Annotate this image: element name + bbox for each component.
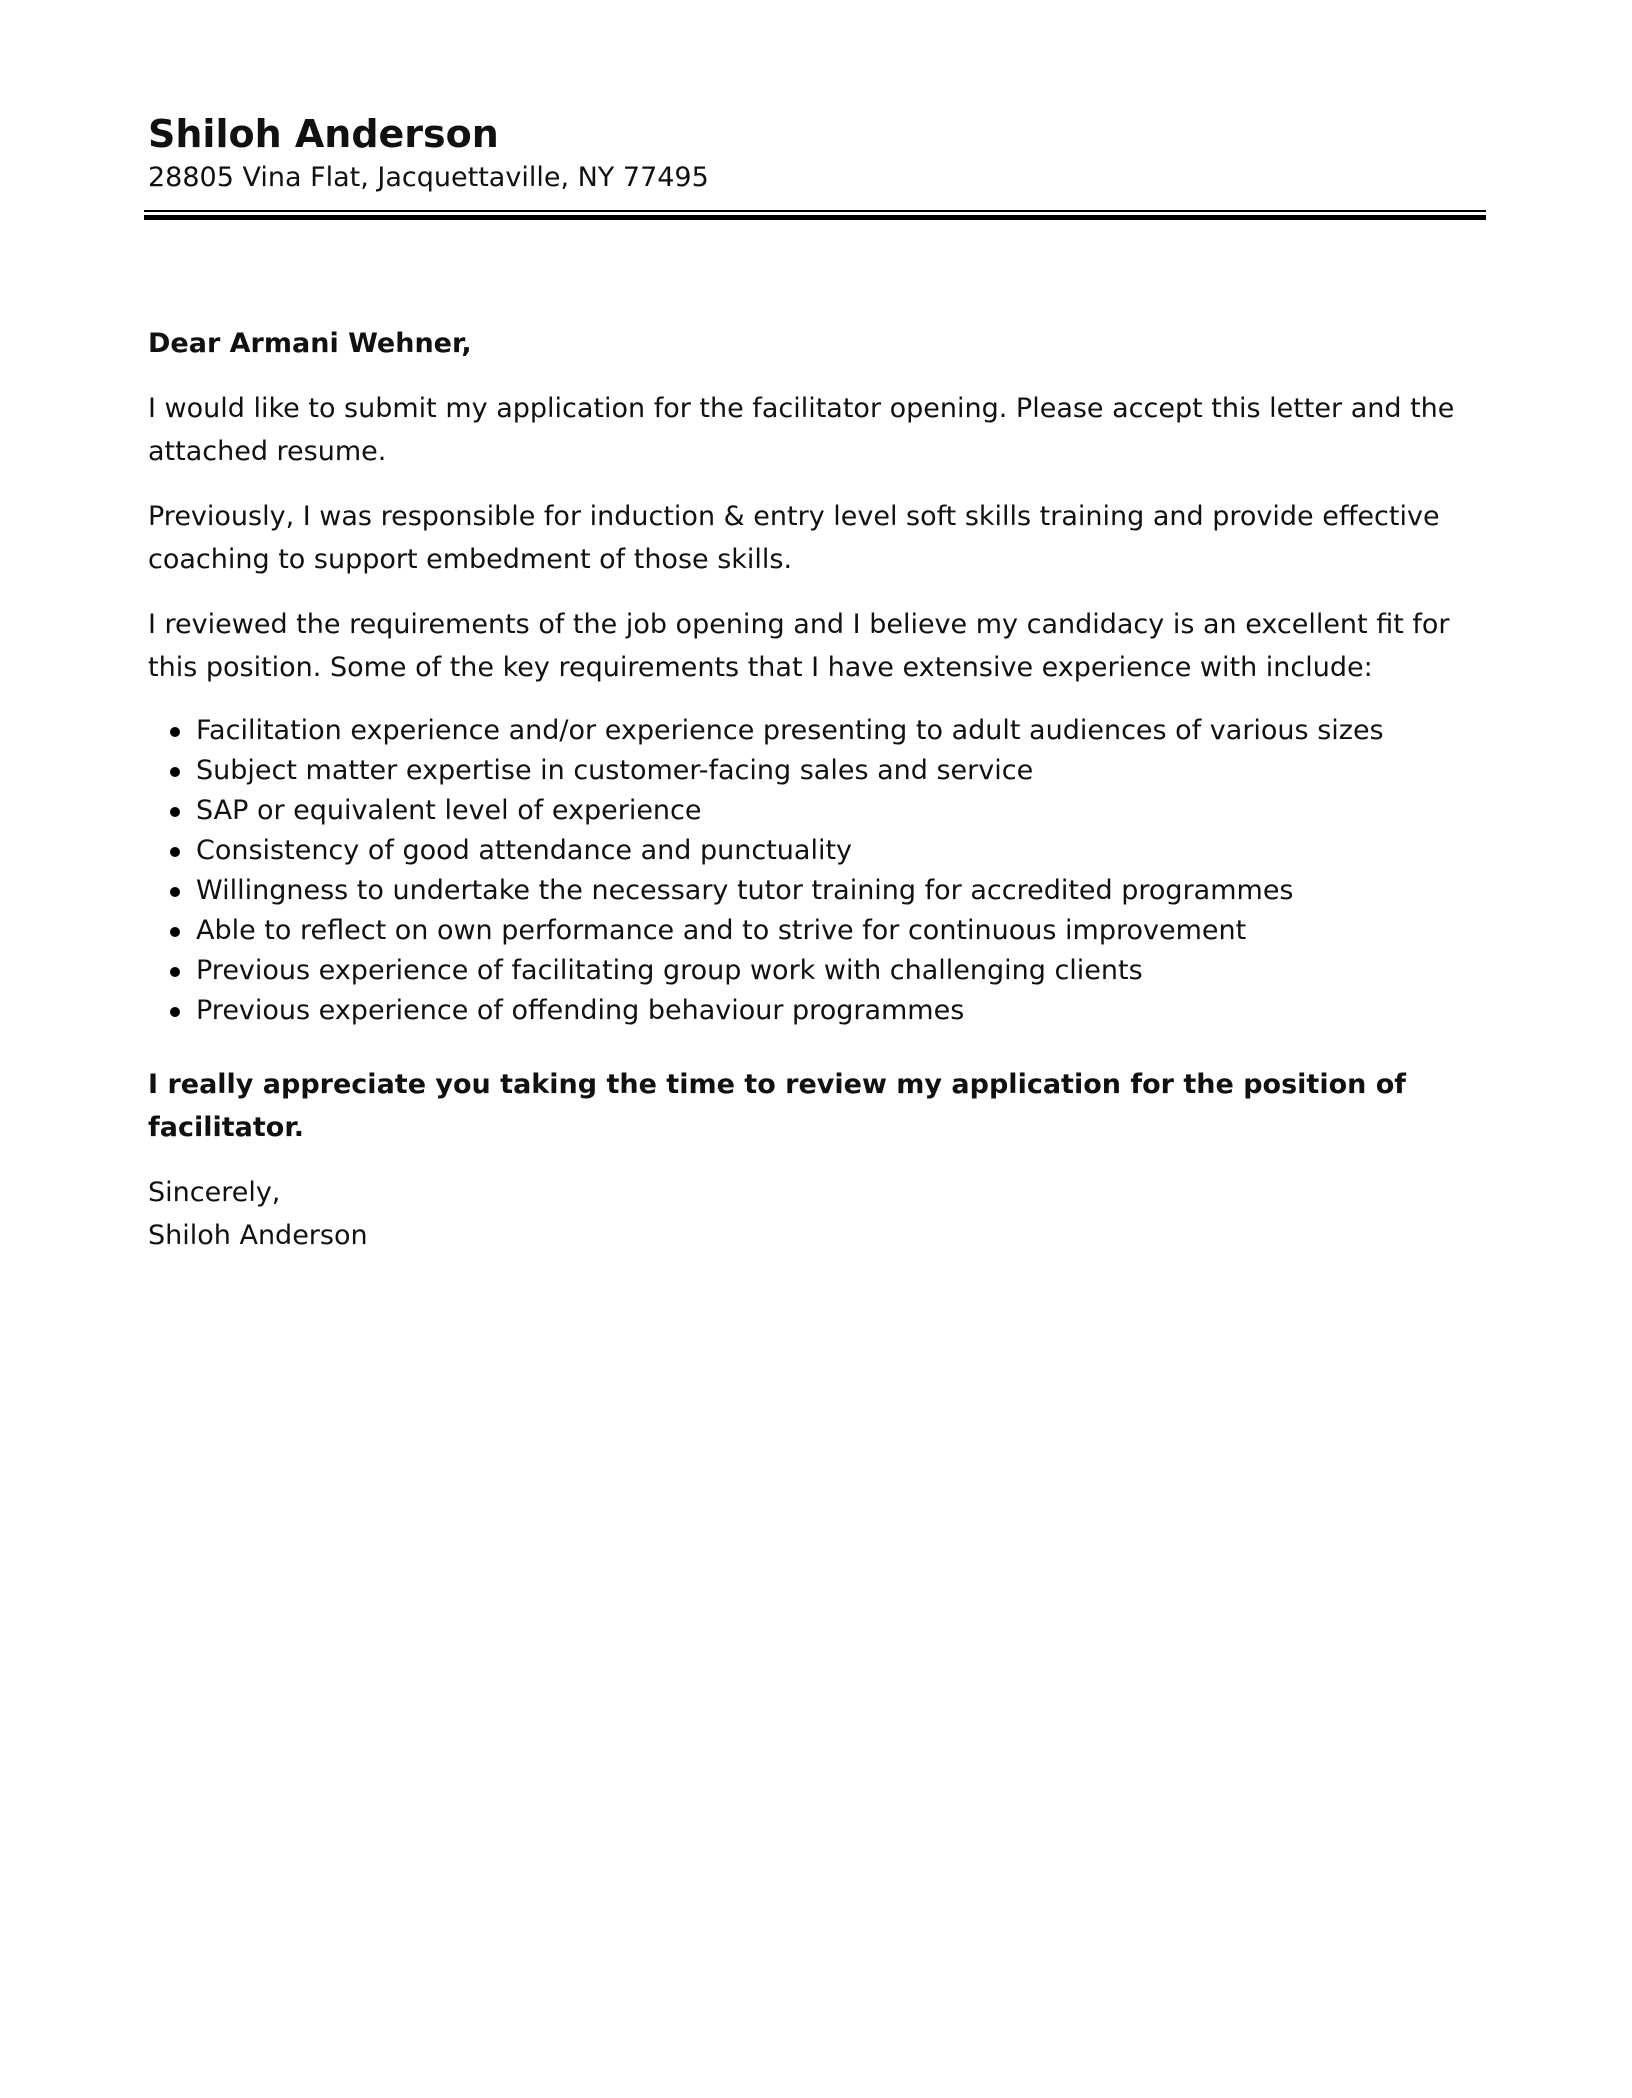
bullet-icon: [170, 887, 180, 897]
list-item-text: Willingness to undertake the necessary tutor training for accredited programmes: [196, 875, 1294, 906]
letter-header: [148, 110, 1492, 196]
signature-name: Shiloh Anderson: [148, 1220, 368, 1251]
paragraph-requirements: I reviewed the requirements of the job opening and I believe my candidacy is an excellent fit for this position. Some of the key requirements that I have extensive experience with include:: [148, 609, 1450, 683]
sender-name: Shiloh Anderson: [148, 112, 499, 156]
list-item-text: Able to reflect on own performance and to strive for continuous improvement: [196, 915, 1247, 946]
paragraph-intro: I would like to submit my application for the facilitator opening. Please accept this letter and the attached resume.: [148, 393, 1455, 467]
bullet-icon: [170, 807, 180, 817]
list-item: [148, 791, 1488, 831]
bullet-icon: [170, 967, 180, 977]
header-divider: [144, 210, 1486, 220]
list-item: [148, 871, 1488, 911]
bullet-icon: [170, 767, 180, 777]
list-item-text: Previous experience of offending behaviour programmes: [196, 995, 965, 1026]
letter-body: [148, 322, 1488, 1257]
list-item-text: SAP or equivalent level of experience: [196, 795, 702, 826]
valediction: Sincerely,: [148, 1177, 281, 1208]
closing-statement: I really appreciate you taking the time to review my application for the position of facilitator.: [148, 1069, 1407, 1143]
list-item-text: Previous experience of facilitating group work with challenging clients: [196, 955, 1143, 986]
list-item: [148, 711, 1488, 751]
bullet-icon: [170, 847, 180, 857]
list-item: [148, 991, 1488, 1031]
divider-thick-line: [144, 215, 1486, 220]
list-item-text: Facilitation experience and/or experience presenting to adult audiences of various sizes: [196, 715, 1384, 746]
divider-thin-line: [144, 210, 1486, 212]
list-item: [148, 831, 1488, 871]
list-item: [148, 751, 1488, 791]
requirements-list: [148, 711, 1488, 1031]
sender-address: 28805 Vina Flat, Jacquettaville, NY 77495: [148, 162, 709, 193]
bullet-icon: [170, 727, 180, 737]
list-item: [148, 951, 1488, 991]
list-item: [148, 911, 1488, 951]
list-item-text: Consistency of good attendance and punctuality: [196, 835, 853, 866]
list-item-text: Subject matter expertise in customer-facing sales and service: [196, 755, 1034, 786]
greeting: Dear Armani Wehner,: [148, 328, 472, 359]
bullet-icon: [170, 927, 180, 937]
paragraph-experience: Previously, I was responsible for induction & entry level soft skills training and provide effective coaching to support embedment of those skills.: [148, 501, 1440, 575]
bullet-icon: [170, 1007, 180, 1017]
